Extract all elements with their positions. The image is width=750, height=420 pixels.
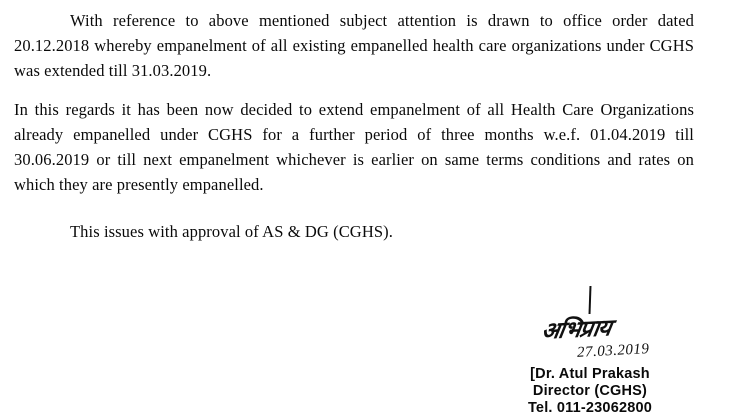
signatory-telephone: Tel. 011-23062800 [527, 400, 653, 416]
signatory-title: Director (CGHS) [532, 383, 648, 399]
signature-date-line [460, 342, 720, 360]
paragraph-2: In this regards it has been now decided to extend empanelment of all Health Care Organizations already empanelled under CGHS for a further period of three months w.e.f. 01.04.2019 till 30.06.2019 or till next empanelment whichever is earlier on same terms conditions and rates on which they are presently empanelled. [14, 100, 694, 194]
signatory-name: [Dr. Atul Prakash [530, 366, 650, 382]
paragraph-1: With reference to above mentioned subject attention is drawn to office order dated 20.12.2018 whereby empanelment of all existing empanelled health care organizations under CGHS was extended till 31.03.2019. [14, 11, 694, 80]
handwritten-signature-line [460, 315, 720, 344]
signature-date: 27.03.2019 [576, 341, 650, 361]
pen-stroke-mark [589, 286, 592, 314]
paragraph-3: This issues with approval of AS & DG (CGHS). [70, 222, 393, 241]
handwritten-signature: अभिप्राय [539, 315, 613, 344]
signature-block [460, 286, 720, 416]
